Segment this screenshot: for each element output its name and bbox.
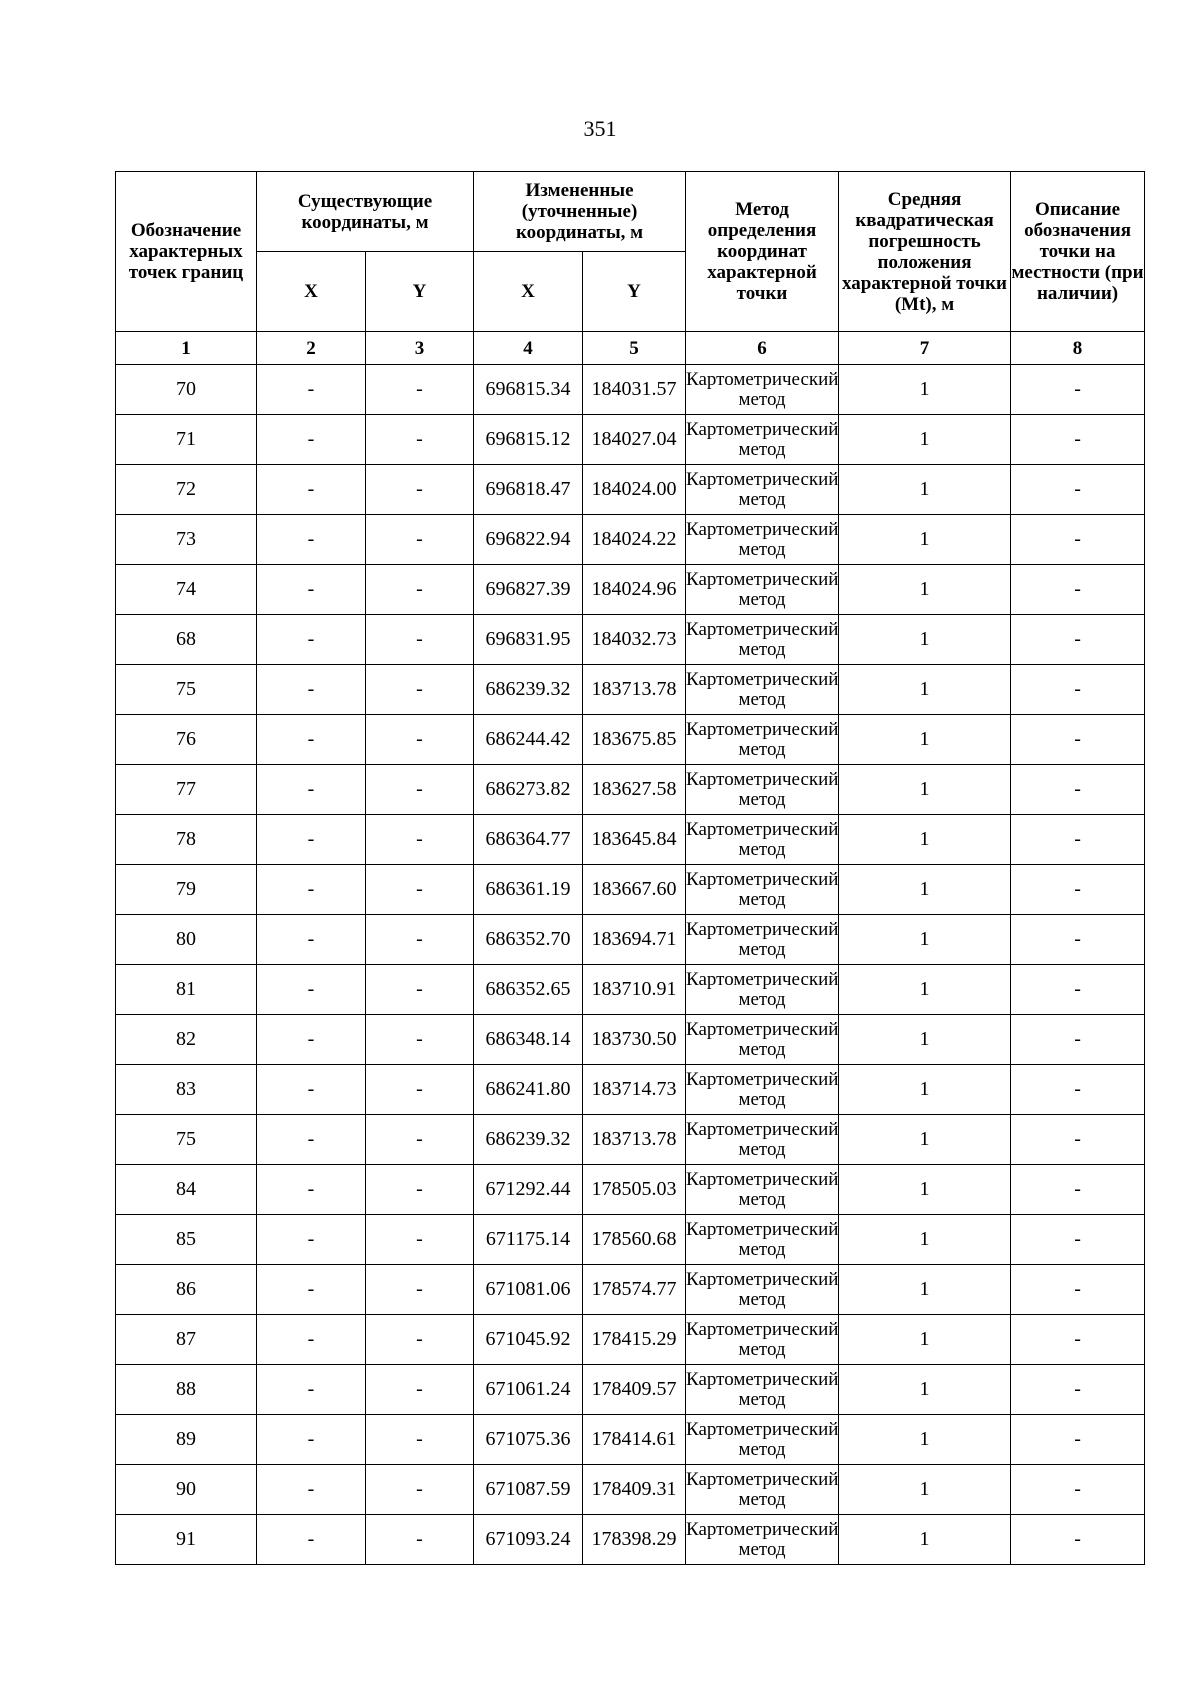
- cell-existing-x: -: [257, 1165, 366, 1215]
- cell-existing-y: -: [366, 1365, 474, 1415]
- cell-existing-y: -: [366, 1115, 474, 1165]
- header-changed-y: Y: [583, 252, 686, 332]
- cell-point: 86: [116, 1265, 257, 1315]
- cell-existing-x: -: [257, 915, 366, 965]
- cell-x: 696827.39: [474, 565, 583, 615]
- cell-description: -: [1011, 1165, 1145, 1215]
- cell-existing-x: -: [257, 765, 366, 815]
- cell-x: 686244.42: [474, 715, 583, 765]
- cell-existing-x: -: [257, 1265, 366, 1315]
- cell-point: 78: [116, 815, 257, 865]
- cell-x: 671075.36: [474, 1415, 583, 1465]
- coordinates-table: [115, 171, 1145, 1565]
- cell-error: 1: [839, 965, 1011, 1015]
- cell-description: -: [1011, 465, 1145, 515]
- cell-existing-x: -: [257, 465, 366, 515]
- cell-x: 696822.94: [474, 515, 583, 565]
- cell-existing-x: -: [257, 965, 366, 1015]
- cell-x: 696818.47: [474, 465, 583, 515]
- cell-y: 178398.29: [583, 1515, 686, 1565]
- cell-description: -: [1011, 1515, 1145, 1565]
- cell-x: 686239.32: [474, 1115, 583, 1165]
- cell-error: 1: [839, 1065, 1011, 1115]
- cell-point: 84: [116, 1165, 257, 1215]
- cell-y: 183713.78: [583, 665, 686, 715]
- header-existing-coordinates: Существующие координаты, м: [257, 172, 474, 252]
- cell-error: 1: [839, 1365, 1011, 1415]
- cell-method: Картометрический метод: [686, 515, 839, 565]
- cell-point: 87: [116, 1315, 257, 1365]
- cell-x: 671081.06: [474, 1265, 583, 1315]
- cell-y: 183675.85: [583, 715, 686, 765]
- table-row: [116, 1265, 1145, 1315]
- cell-existing-y: -: [366, 615, 474, 665]
- column-number: 7: [839, 332, 1011, 365]
- cell-point: 76: [116, 715, 257, 765]
- cell-x: 671292.44: [474, 1165, 583, 1215]
- cell-x: 686361.19: [474, 865, 583, 915]
- cell-x: 671045.92: [474, 1315, 583, 1365]
- cell-existing-x: -: [257, 715, 366, 765]
- cell-description: -: [1011, 365, 1145, 415]
- table-row: [116, 1315, 1145, 1365]
- cell-point: 72: [116, 465, 257, 515]
- cell-y: 178414.61: [583, 1415, 686, 1465]
- table-row: [116, 715, 1145, 765]
- cell-y: 178505.03: [583, 1165, 686, 1215]
- table-row: [116, 1215, 1145, 1265]
- cell-error: 1: [839, 1465, 1011, 1515]
- cell-existing-y: -: [366, 665, 474, 715]
- cell-existing-y: -: [366, 865, 474, 915]
- cell-x: 671087.59: [474, 1465, 583, 1515]
- cell-error: 1: [839, 1315, 1011, 1365]
- cell-method: Картометрический метод: [686, 815, 839, 865]
- cell-y: 183667.60: [583, 865, 686, 915]
- cell-point: 81: [116, 965, 257, 1015]
- cell-existing-x: -: [257, 1415, 366, 1465]
- cell-y: 183713.78: [583, 1115, 686, 1165]
- column-number: 2: [257, 332, 366, 365]
- table-row: [116, 615, 1145, 665]
- cell-y: 178409.31: [583, 1465, 686, 1515]
- cell-error: 1: [839, 565, 1011, 615]
- cell-x: 696815.34: [474, 365, 583, 415]
- header-description: Описание обозначения точки на местности (при наличии): [1011, 172, 1145, 332]
- cell-error: 1: [839, 1265, 1011, 1315]
- cell-error: 1: [839, 615, 1011, 665]
- cell-error: 1: [839, 865, 1011, 915]
- cell-method: Картометрический метод: [686, 1215, 839, 1265]
- cell-description: -: [1011, 1265, 1145, 1315]
- cell-existing-x: -: [257, 1315, 366, 1365]
- table-row: [116, 1415, 1145, 1465]
- table-row: [116, 1515, 1145, 1565]
- cell-existing-x: -: [257, 1065, 366, 1115]
- cell-y: 178409.57: [583, 1365, 686, 1415]
- table-row: [116, 515, 1145, 565]
- cell-y: 178560.68: [583, 1215, 686, 1265]
- table-row: [116, 965, 1145, 1015]
- cell-y: 183710.91: [583, 965, 686, 1015]
- cell-point: 70: [116, 365, 257, 415]
- cell-error: 1: [839, 815, 1011, 865]
- cell-error: 1: [839, 1015, 1011, 1065]
- cell-existing-x: -: [257, 815, 366, 865]
- cell-existing-x: -: [257, 1515, 366, 1565]
- cell-x: 671093.24: [474, 1515, 583, 1565]
- cell-point: 75: [116, 1115, 257, 1165]
- cell-existing-x: -: [257, 615, 366, 665]
- header-error: Средняя квадратическая погрешность положения характерной точки (Mt), м: [839, 172, 1011, 332]
- cell-method: Картометрический метод: [686, 565, 839, 615]
- column-number-row: [116, 332, 1145, 365]
- cell-point: 75: [116, 665, 257, 715]
- column-number: 5: [583, 332, 686, 365]
- cell-existing-y: -: [366, 1165, 474, 1215]
- cell-method: Картометрический метод: [686, 365, 839, 415]
- cell-description: -: [1011, 865, 1145, 915]
- header-point-label: Обозначение характерных точек границ: [116, 172, 257, 332]
- cell-description: -: [1011, 615, 1145, 665]
- cell-method: Картометрический метод: [686, 965, 839, 1015]
- table-row: [116, 465, 1145, 515]
- cell-existing-y: -: [366, 1265, 474, 1315]
- table-row: [116, 1165, 1145, 1215]
- cell-method: Картометрический метод: [686, 1165, 839, 1215]
- cell-method: Картометрический метод: [686, 1265, 839, 1315]
- cell-method: Картометрический метод: [686, 1015, 839, 1065]
- cell-error: 1: [839, 1165, 1011, 1215]
- cell-existing-y: -: [366, 1465, 474, 1515]
- cell-description: -: [1011, 1315, 1145, 1365]
- cell-y: 178415.29: [583, 1315, 686, 1365]
- cell-point: 77: [116, 765, 257, 815]
- cell-y: 184027.04: [583, 415, 686, 465]
- table-row: [116, 565, 1145, 615]
- page-number: 351: [583, 116, 617, 141]
- cell-x: 686364.77: [474, 815, 583, 865]
- cell-y: 184032.73: [583, 615, 686, 665]
- cell-method: Картометрический метод: [686, 765, 839, 815]
- cell-description: -: [1011, 915, 1145, 965]
- cell-error: 1: [839, 1215, 1011, 1265]
- cell-point: 68: [116, 615, 257, 665]
- cell-error: 1: [839, 1115, 1011, 1165]
- cell-point: 83: [116, 1065, 257, 1115]
- header-existing-y: Y: [366, 252, 474, 332]
- header-changed-coordinates: Измененные (уточненные) координаты, м: [474, 172, 686, 252]
- table-row: [116, 1115, 1145, 1165]
- cell-method: Картометрический метод: [686, 1415, 839, 1465]
- cell-point: 80: [116, 915, 257, 965]
- cell-point: 71: [116, 415, 257, 465]
- table-row: [116, 1065, 1145, 1115]
- cell-error: 1: [839, 1515, 1011, 1565]
- cell-point: 91: [116, 1515, 257, 1565]
- cell-y: 183645.84: [583, 815, 686, 865]
- cell-description: -: [1011, 1465, 1145, 1515]
- cell-method: Картометрический метод: [686, 1465, 839, 1515]
- cell-point: 82: [116, 1015, 257, 1065]
- column-number: 8: [1011, 332, 1145, 365]
- cell-error: 1: [839, 915, 1011, 965]
- cell-existing-y: -: [366, 515, 474, 565]
- cell-description: -: [1011, 1365, 1145, 1415]
- cell-error: 1: [839, 765, 1011, 815]
- cell-existing-y: -: [366, 765, 474, 815]
- cell-method: Картометрический метод: [686, 465, 839, 515]
- table-body: [116, 365, 1145, 1565]
- cell-existing-y: -: [366, 1515, 474, 1565]
- cell-error: 1: [839, 365, 1011, 415]
- cell-existing-x: -: [257, 1015, 366, 1065]
- cell-point: 88: [116, 1365, 257, 1415]
- cell-point: 73: [116, 515, 257, 565]
- cell-point: 90: [116, 1465, 257, 1515]
- column-number: 4: [474, 332, 583, 365]
- cell-description: -: [1011, 1115, 1145, 1165]
- cell-method: Картометрический метод: [686, 415, 839, 465]
- cell-description: -: [1011, 1415, 1145, 1465]
- cell-error: 1: [839, 415, 1011, 465]
- cell-existing-x: -: [257, 365, 366, 415]
- table-row: [116, 1365, 1145, 1415]
- table-row: [116, 865, 1145, 915]
- cell-method: Картометрический метод: [686, 615, 839, 665]
- column-number: 1: [116, 332, 257, 365]
- cell-existing-y: -: [366, 1315, 474, 1365]
- cell-existing-y: -: [366, 565, 474, 615]
- cell-existing-y: -: [366, 1015, 474, 1065]
- cell-existing-y: -: [366, 365, 474, 415]
- cell-method: Картометрический метод: [686, 665, 839, 715]
- cell-existing-x: -: [257, 1365, 366, 1415]
- cell-description: -: [1011, 1065, 1145, 1115]
- table-row: [116, 665, 1145, 715]
- cell-y: 183694.71: [583, 915, 686, 965]
- cell-existing-y: -: [366, 915, 474, 965]
- cell-x: 686241.80: [474, 1065, 583, 1115]
- cell-description: -: [1011, 1015, 1145, 1065]
- header-method: Метод определения координат характерной точки: [686, 172, 839, 332]
- cell-method: Картометрический метод: [686, 1115, 839, 1165]
- cell-method: Картометрический метод: [686, 915, 839, 965]
- cell-point: 89: [116, 1415, 257, 1465]
- cell-y: 183627.58: [583, 765, 686, 815]
- cell-point: 85: [116, 1215, 257, 1265]
- cell-method: Картометрический метод: [686, 715, 839, 765]
- cell-error: 1: [839, 715, 1011, 765]
- cell-method: Картометрический метод: [686, 1515, 839, 1565]
- cell-point: 74: [116, 565, 257, 615]
- cell-existing-x: -: [257, 865, 366, 915]
- table-row: [116, 765, 1145, 815]
- cell-error: 1: [839, 465, 1011, 515]
- cell-x: 686273.82: [474, 765, 583, 815]
- cell-existing-y: -: [366, 715, 474, 765]
- cell-y: 183714.73: [583, 1065, 686, 1115]
- cell-method: Картометрический метод: [686, 1315, 839, 1365]
- cell-existing-y: -: [366, 1065, 474, 1115]
- cell-description: -: [1011, 765, 1145, 815]
- cell-description: -: [1011, 1215, 1145, 1265]
- table-row: [116, 915, 1145, 965]
- cell-description: -: [1011, 415, 1145, 465]
- cell-existing-y: -: [366, 965, 474, 1015]
- cell-existing-y: -: [366, 465, 474, 515]
- cell-existing-x: -: [257, 515, 366, 565]
- cell-description: -: [1011, 665, 1145, 715]
- cell-description: -: [1011, 715, 1145, 765]
- table-row: [116, 415, 1145, 465]
- cell-y: 184024.22: [583, 515, 686, 565]
- cell-existing-x: -: [257, 565, 366, 615]
- cell-y: 183730.50: [583, 1015, 686, 1065]
- cell-description: -: [1011, 815, 1145, 865]
- cell-method: Картометрический метод: [686, 1365, 839, 1415]
- cell-x: 671061.24: [474, 1365, 583, 1415]
- cell-y: 184024.96: [583, 565, 686, 615]
- cell-existing-y: -: [366, 815, 474, 865]
- header-changed-x: X: [474, 252, 583, 332]
- cell-error: 1: [839, 1415, 1011, 1465]
- cell-y: 184031.57: [583, 365, 686, 415]
- cell-existing-x: -: [257, 1215, 366, 1265]
- cell-x: 686352.65: [474, 965, 583, 1015]
- cell-y: 178574.77: [583, 1265, 686, 1315]
- cell-method: Картометрический метод: [686, 1065, 839, 1115]
- cell-error: 1: [839, 515, 1011, 565]
- cell-description: -: [1011, 515, 1145, 565]
- cell-x: 686352.70: [474, 915, 583, 965]
- cell-description: -: [1011, 965, 1145, 1015]
- cell-x: 696831.95: [474, 615, 583, 665]
- cell-x: 686239.32: [474, 665, 583, 715]
- table-row: [116, 1015, 1145, 1065]
- cell-description: -: [1011, 565, 1145, 615]
- cell-existing-y: -: [366, 1415, 474, 1465]
- cell-x: 696815.12: [474, 415, 583, 465]
- cell-existing-x: -: [257, 415, 366, 465]
- cell-existing-y: -: [366, 415, 474, 465]
- header-existing-x: X: [257, 252, 366, 332]
- cell-existing-x: -: [257, 1465, 366, 1515]
- table-row: [116, 815, 1145, 865]
- cell-y: 184024.00: [583, 465, 686, 515]
- cell-method: Картометрический метод: [686, 865, 839, 915]
- cell-error: 1: [839, 665, 1011, 715]
- cell-point: 79: [116, 865, 257, 915]
- table-row: [116, 1465, 1145, 1515]
- column-number: 6: [686, 332, 839, 365]
- table-row: [116, 365, 1145, 415]
- cell-existing-x: -: [257, 1115, 366, 1165]
- cell-existing-y: -: [366, 1215, 474, 1265]
- cell-x: 671175.14: [474, 1215, 583, 1265]
- cell-existing-x: -: [257, 665, 366, 715]
- column-number: 3: [366, 332, 474, 365]
- cell-x: 686348.14: [474, 1015, 583, 1065]
